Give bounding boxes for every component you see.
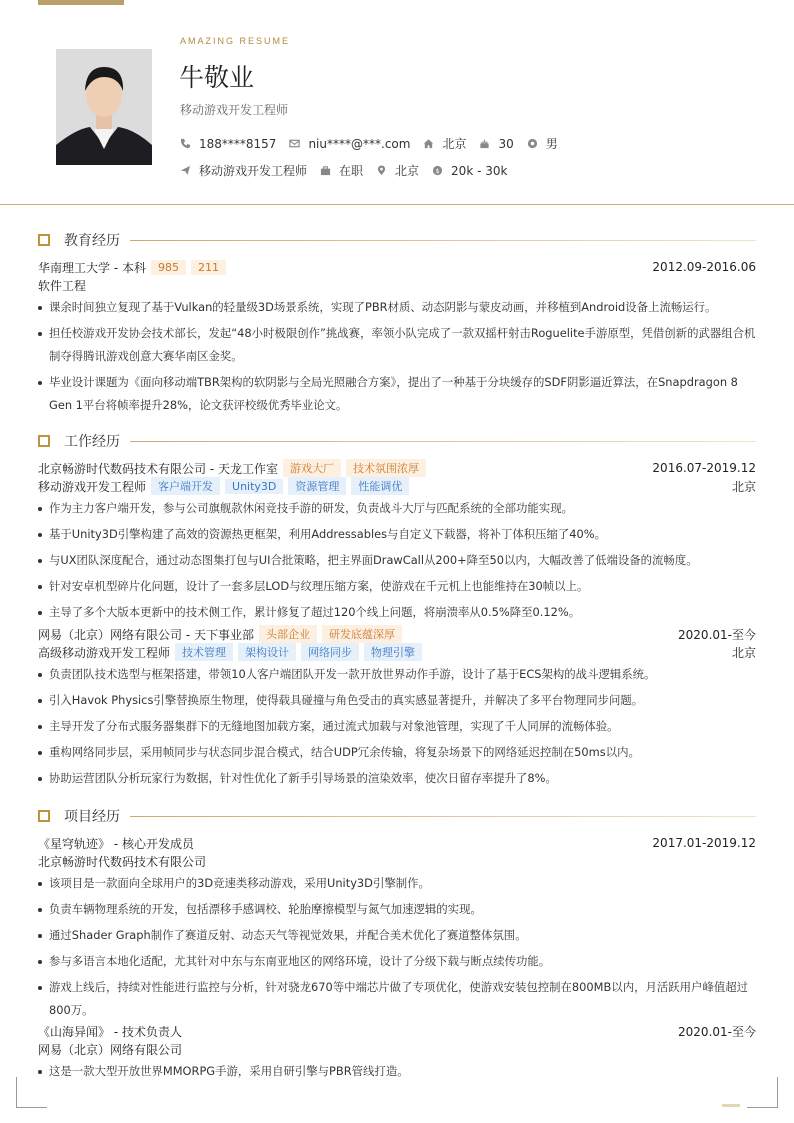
target-city-text: 北京 (395, 164, 420, 178)
work-entry-2 (38, 625, 756, 793)
project-entry-1 (38, 834, 756, 1025)
school-name: 华南理工大学 - 本科 (38, 260, 146, 275)
list-item: 课余时间独立复现了基于Vulkan的轻量级3D场景系统，实现了PBR材质、动态阴影与蒙皮动画，并移植到Android设备上流畅运行。 (38, 296, 756, 319)
gender-item (527, 135, 558, 152)
list-item: 该项目是一款面向全球用户的3D竞速类移动游戏，采用Unity3D引擎制作。 (38, 872, 756, 895)
job-intent-row (180, 162, 520, 179)
employment-status-text: 在职 (339, 164, 364, 178)
project-name: 《山海异闻》 - 技术负责人 (38, 1024, 182, 1039)
project-header-row (38, 1022, 756, 1040)
job-position: 移动游戏开发工程师 (38, 479, 147, 494)
list-item: 通过Shader Graph制作了赛道反射、动态天气等视觉效果，并配合美术优化了赛道整体氛围。 (38, 924, 756, 947)
project-name: 《星穹轨迹》 - 核心开发成员 (38, 836, 194, 851)
header-divider (0, 204, 794, 205)
briefcase-icon (320, 165, 331, 176)
education-header-row (38, 258, 756, 276)
page-footer-mark (722, 1104, 740, 1107)
avatar-photo (56, 49, 152, 165)
section-rule (130, 240, 756, 241)
work-section-title (38, 431, 756, 451)
section-marker-icon (38, 810, 50, 822)
education-date: 2012.09-2016.06 (652, 260, 756, 274)
job-position-row (38, 477, 756, 495)
phone-icon (180, 138, 191, 149)
project-bullets (38, 1060, 756, 1083)
job-header-row (38, 625, 756, 643)
job-city: 北京 (731, 479, 756, 494)
list-item: 这是一款大型开放世界MMORPG手游，采用自研引擎与PBR管线打造。 (38, 1060, 756, 1083)
page-corner-mark (747, 1077, 778, 1108)
project-company-row (38, 852, 756, 870)
top-accent-bar (38, 0, 124, 5)
project-company: 网易（北京）网络有限公司 (38, 1042, 183, 1057)
skill-tag: 架构设计 (238, 643, 296, 661)
list-item: 游戏上线后，持续对性能进行监控与分析，针对骁龙670等中端芯片做了专项优化，使游戏安装包控制在800MB以内，月活跃用户峰值超过800万。 (38, 976, 756, 1022)
section-marker-icon (38, 234, 50, 246)
job-date: 2016.07-2019.12 (652, 461, 756, 475)
employment-status-item (320, 162, 363, 179)
list-item: 主导了多个大版本更新中的技术侧工作，累计修复了超过120个线上问题，将崩溃率从0.5%降至0.12%。 (38, 601, 756, 624)
company-name: 北京畅游时代数码技术有限公司 - 天龙工作室 (38, 461, 278, 476)
job-date: 2020.01-至今 (678, 627, 756, 642)
list-item: 作为主力客户端开发，参与公司旗舰款休闲竞技手游的研发，负责战斗大厅与匹配系统的全部功能实现。 (38, 497, 756, 520)
job-position: 高级移动游戏开发工程师 (38, 645, 171, 660)
major-name: 软件工程 (38, 278, 87, 293)
education-entry (38, 258, 756, 420)
salary-text: 20k - 30k (451, 163, 508, 178)
list-item: 协助运营团队分析玩家行为数据，针对性优化了新手引导场景的渲染效率，使次日留存率提升了8%。 (38, 767, 756, 790)
page-corner-mark (16, 1077, 47, 1108)
school-tag: 211 (191, 260, 226, 275)
skill-tag: 资源管理 (288, 477, 346, 495)
target-position-item (180, 162, 307, 179)
project-bullets (38, 872, 756, 1022)
project-date: 2017.01-2019.12 (652, 836, 756, 850)
project-header-row (38, 834, 756, 852)
salary-item (432, 164, 507, 178)
list-item: 主导开发了分布式服务器集群下的无缝地图加载方案，通过流式加载与对象池管理，实现了千人同屏的流畅体验。 (38, 715, 756, 738)
resume-tagline: AMAZING RESUME (180, 36, 291, 46)
school-tag: 985 (151, 260, 186, 275)
section-marker-icon (38, 435, 50, 447)
list-item: 重构网络同步层，采用帧同步与状态同步混合模式，结合UDP冗余传输，将复杂场景下的网络延迟控制在50ms以内。 (38, 741, 756, 764)
hometown-item (423, 135, 466, 152)
list-item: 负责团队技术选型与框架搭建，带领10人客户端团队开发一款开放世界动作手游，设计了基于ECS架构的战斗逻辑系统。 (38, 663, 756, 686)
job-city: 北京 (731, 645, 756, 660)
list-item: 毕业设计课题为《面向移动端TBR架构的软阴影与全局光照融合方案》，提出了一种基于分块缓存的SDF阴影逼近算法，在Snapdragon 8 Gen 1平台将帧率提升28%，论文获评校级优秀毕业论文。 (38, 371, 756, 417)
project-date: 2020.01-至今 (678, 1024, 756, 1039)
skill-tag: 网络同步 (301, 643, 359, 661)
list-item: 引入Havok Physics引擎替换原生物理，使得载具碰撞与角色受击的真实感显著提升，并解决了多平台物理同步问题。 (38, 689, 756, 712)
contact-info-row (180, 135, 571, 152)
cake-icon (479, 138, 490, 149)
gender-text: 男 (545, 137, 558, 151)
company-tag: 技术氛围浓厚 (346, 459, 426, 477)
skill-tag: 客户端开发 (151, 477, 220, 495)
skill-tag: Unity3D (225, 479, 283, 494)
skill-tag: 性能调优 (351, 477, 409, 495)
work-entry-1 (38, 459, 756, 627)
age-text: 30 (498, 136, 514, 151)
job-bullets (38, 663, 756, 790)
candidate-title: 移动游戏开发工程师 (180, 103, 289, 117)
list-item: 针对安卓机型碎片化问题，设计了一套多层LOD与纹理压缩方案，使游戏在千元机上也能维持在30帧以上。 (38, 575, 756, 598)
target-position-text: 移动游戏开发工程师 (199, 164, 308, 178)
home-icon (423, 138, 434, 149)
candidate-name: 牛敬业 (179, 63, 255, 92)
project-company-row (38, 1040, 756, 1058)
company-tag: 游戏大厂 (283, 459, 341, 477)
location-icon (376, 165, 387, 176)
education-major-row (38, 276, 756, 294)
project-company: 北京畅游时代数码技术有限公司 (38, 854, 207, 869)
salary-icon (432, 165, 443, 176)
email-text: niu****@***.com (308, 136, 411, 151)
company-name: 网易（北京）网络有限公司 - 天下事业部 (38, 627, 254, 642)
age-item (479, 137, 513, 151)
project-heading: 项目经历 (64, 809, 120, 825)
list-item: 与UX团队深度配合，通过动态图集打包与UI合批策略，把主界面DrawCall从200+降至50以内，大幅改善了低端设备的流畅度。 (38, 549, 756, 572)
phone-item (180, 137, 276, 151)
project-section-title (38, 806, 756, 826)
education-section-title (38, 230, 756, 250)
section-rule (130, 816, 756, 817)
hometown-text: 北京 (442, 137, 467, 151)
job-bullets (38, 497, 756, 624)
list-item: 参与多语言本地化适配，尤其针对中东与东南亚地区的网络环境，设计了分级下载与断点续传功能。 (38, 950, 756, 973)
education-bullets (38, 296, 756, 417)
section-rule (130, 441, 756, 442)
education-heading: 教育经历 (64, 233, 120, 249)
job-position-row (38, 643, 756, 661)
target-city-item (376, 162, 419, 179)
skill-tag: 技术管理 (175, 643, 233, 661)
list-item: 基于Unity3D引擎构建了高效的资源热更框架，利用Addressables与自定义下载器，将补丁体积压缩了40%。 (38, 523, 756, 546)
job-header-row (38, 459, 756, 477)
list-item: 负责车辆物理系统的开发，包括漂移手感调校、轮胎摩擦模型与氮气加速逻辑的实现。 (38, 898, 756, 921)
list-item: 担任校游戏开发协会技术部长，发起“48小时极限创作”挑战赛，率领小队完成了一款双摇杆射击Roguelite手游原型，凭借创新的武器组合机制夺得腾讯游戏创意大赛华南区金奖。 (38, 322, 756, 368)
svg-text:$: $ (435, 166, 440, 175)
project-entry-2 (38, 1022, 756, 1086)
company-tag: 头部企业 (259, 625, 317, 643)
phone-text: 188****8157 (199, 136, 277, 151)
gender-icon (527, 138, 538, 149)
email-item (289, 137, 410, 151)
company-tag: 研发底蕴深厚 (322, 625, 402, 643)
skill-tag: 物理引擎 (364, 643, 422, 661)
send-icon (180, 165, 191, 176)
work-heading: 工作经历 (64, 434, 120, 450)
mail-icon (289, 138, 300, 149)
